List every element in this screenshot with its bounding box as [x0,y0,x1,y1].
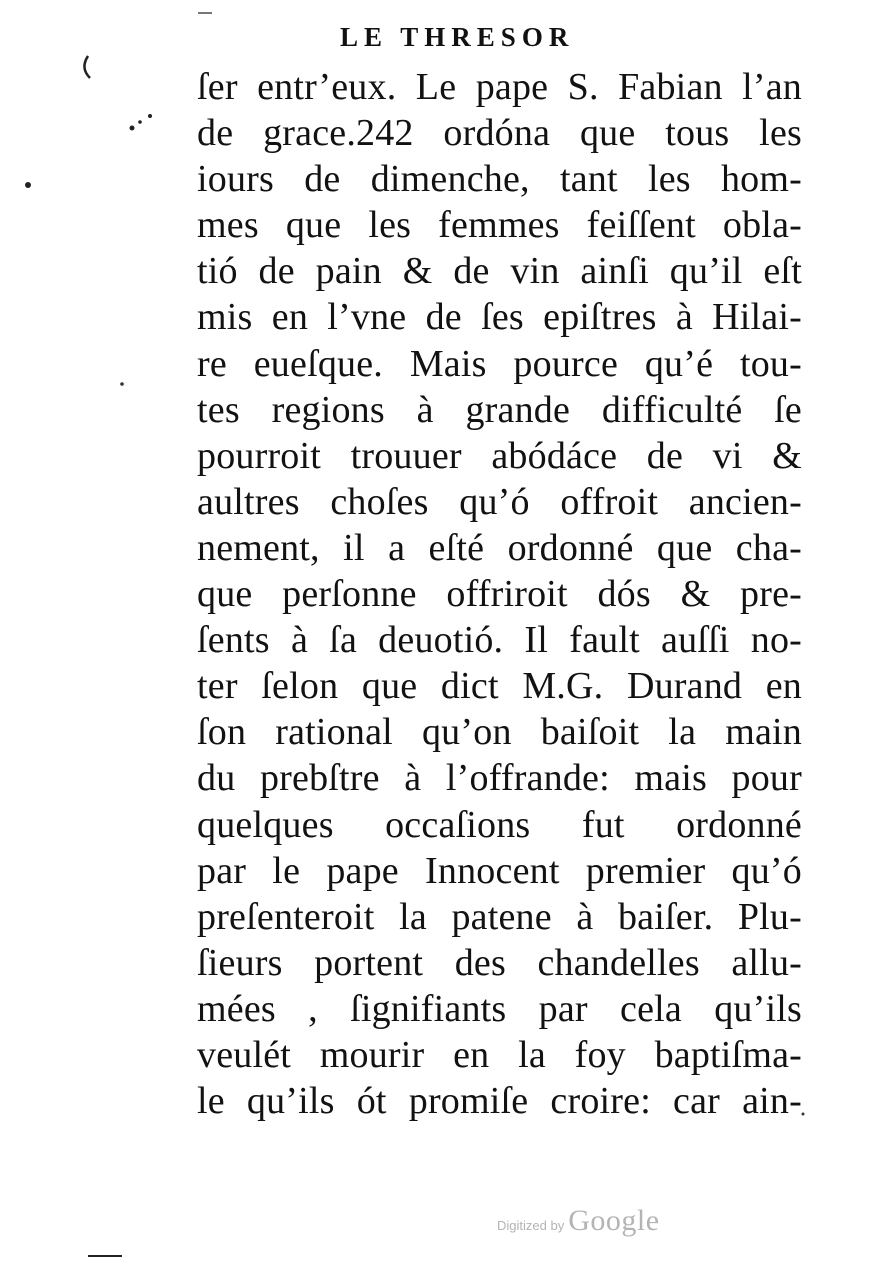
text-line: le qu’ils ót promiſe croire: car ain- [197,1080,802,1123]
ink-speck [138,120,142,124]
text-line: ſieurs portent des chandelles allu- [197,941,802,984]
google-logo: Google [568,1204,660,1237]
text-line: par le pape Innocent premier qu’ó [197,849,802,892]
body-text [197,64,802,1124]
text-line: mis en l’vne de ſes epiſtres à Hilai- [197,296,802,339]
text-line: tes regions à grande difficulté ſe [197,388,802,431]
text-line: pourroit trouuer abódáce de vi & [197,434,802,477]
footer-rule [88,1255,122,1257]
digitized-watermark [497,1204,660,1238]
ink-speck [25,182,31,188]
text-line: de grace.242 ordóna que tous les [197,112,802,155]
text-line: ter ſelon que dict M.G. Durand en [197,665,802,708]
text-line: mées , ſignifiants par cela qu’ils [197,987,802,1030]
text-line: quelques occaſions fut ordonné [197,803,802,846]
text-line: preſenteroit la patene à baiſer. Plu- [197,895,802,938]
running-title: LE THRESOR [340,22,575,52]
text-line: ſer entr’eux. Le pape S. Fabian l’an [197,66,802,108]
text-line: ſents à ſa deuotió. Il fault auſſi no- [197,619,802,662]
ink-speck [130,126,135,131]
text-line: tió de pain & de vin ainſi qu’il eſt [197,250,802,293]
top-mark [198,12,212,14]
watermark-prefix: Digitized by [497,1218,565,1233]
text-line: iours de dimenche, tant les hom- [197,158,802,201]
ink-mark [84,56,90,78]
text-line: ſon rational qu’on baiſoit la main [197,711,802,754]
text-line: re eueſque. Mais pource qu’é tou- [197,342,802,385]
text-line: aultres choſes qu’ó offroit ancien- [197,480,802,523]
ink-speck [120,382,124,386]
text-line: que perſonne offriroit dós & pre- [197,573,802,616]
ink-speck [148,114,152,118]
text-line: du prebſtre à l’offrande: mais pour [197,757,802,800]
text-line: veulét mourir en la foy baptiſma- [197,1033,802,1076]
text-line: nement, il a eſté ordonné que cha- [197,526,802,569]
text-line: mes que les femmes feiſſent obla- [197,204,802,247]
